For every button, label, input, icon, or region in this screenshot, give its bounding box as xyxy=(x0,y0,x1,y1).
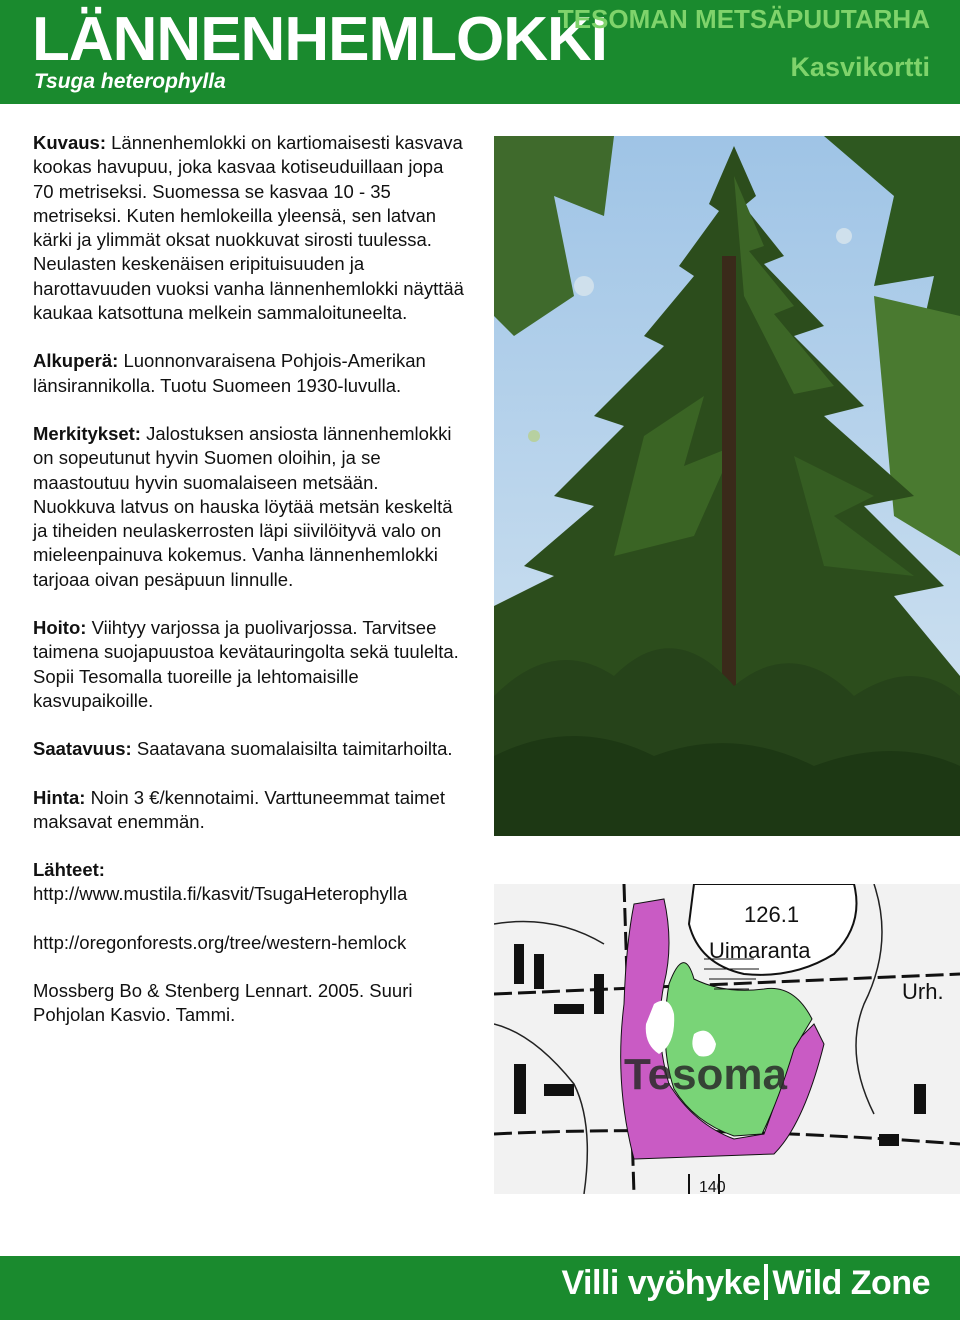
section-text: Saatavana suomalaisilta taimitarhoilta. xyxy=(136,738,453,760)
brand-divider xyxy=(764,1264,768,1300)
location-map xyxy=(494,884,960,1194)
source-reference: Mossberg Bo & Stenberg Lennart. 2005. Suuri Pohjolan Kasvio. Tammi. xyxy=(33,980,413,1026)
map-area-label: Tesoma xyxy=(624,1050,788,1099)
section-text: Luonnonvaraisena Pohjois-Amerikan länsirannikolla. Tuotu Suomeen 1930-luvulla. xyxy=(33,350,426,396)
latin-name: Tsuga heterophylla xyxy=(34,70,226,93)
tree-photo xyxy=(494,136,960,836)
section-label: Lähteet: xyxy=(33,859,105,881)
section-label: Alkuperä: xyxy=(33,350,119,372)
map-elevation-label: 126.1 xyxy=(744,902,800,927)
section-text: Jalostuksen ansiosta lännenhemlokki on sopeutunut hyvin Suomen oloihin, ja se maastoutuu hyvin suomalaiseen metsään. Nuokkuva latvus on hauska löytää metsän keskeltä ja tiheiden neulaskerrosten läpi siivilöityvä valo on mieleenpainuva kokemus. Vanha lännenhemlokki tarjoaa oivan pesäpuun linnulle. xyxy=(33,422,453,590)
section-text: Lännenhemlokki on kartiomaisesti kasvava kookas havupuu, joka kasvaa kotiseuduillaan jopa 70 metriseksi. Suomessa se kasvaa 10 - 35 metriseksi. Kuten hemlokeilla yleensä, sen latvan kärki ja ylimmät oksat nuokkuvat sirosti tuulessa. Neulasten keskenäisen eripituisuuden ja harottavuuden vuoksi vanha lännenhemlokki näyttää kaukaa katsottuna melkein sammaloituneelta. xyxy=(33,132,464,324)
section-alkupera xyxy=(33,349,465,398)
source-item xyxy=(33,979,465,1028)
source-link[interactable]: http://www.mustila.fi/kasvit/TsugaHeterophylla xyxy=(33,883,408,905)
description-column xyxy=(33,131,465,1052)
header-bar xyxy=(0,0,960,104)
source-item xyxy=(33,931,465,955)
section-saatavuus xyxy=(33,737,465,761)
section-label: Hoito: xyxy=(33,617,87,639)
page-title: LÄNNENHEMLOKKI xyxy=(32,5,607,74)
brand-left: Villi vyöhyke xyxy=(561,1264,761,1302)
section-label: Hinta: xyxy=(33,786,86,808)
map-contour-label: 140 xyxy=(699,1179,726,1194)
section-label: Kuvaus: xyxy=(33,132,106,153)
section-merkitykset xyxy=(33,422,465,592)
map-sports-label: Urh. xyxy=(902,979,944,1004)
map-beach-label: Uimaranta xyxy=(709,938,811,963)
card-type: Kasvikortti xyxy=(790,52,930,82)
section-kuvaus xyxy=(33,131,465,325)
section-lahteet xyxy=(33,858,465,907)
footer-bar xyxy=(0,1256,960,1320)
source-link[interactable]: http://oregonforests.org/tree/western-hemlock xyxy=(33,931,407,953)
brand-logo xyxy=(561,1264,930,1303)
section-label: Merkitykset: xyxy=(33,422,141,444)
brand-right: Wild Zone xyxy=(772,1264,930,1302)
section-text: Viihtyy varjossa ja puolivarjossa. Tarvitsee taimena suojapuustoa kevätauringolta sekä tuulelta. Sopii Tesomalla tuoreille ja lehtomaisille kasvupaikoille. xyxy=(33,617,459,711)
section-hinta xyxy=(33,786,465,835)
section-hoito xyxy=(33,616,465,713)
section-text: Noin 3 €/kennotaimi. Varttuneemmat taimet maksavat enemmän. xyxy=(33,786,445,832)
section-label: Saatavuus: xyxy=(33,738,132,760)
garden-name: TESOMAN METSÄPUUTARHA xyxy=(557,4,930,34)
